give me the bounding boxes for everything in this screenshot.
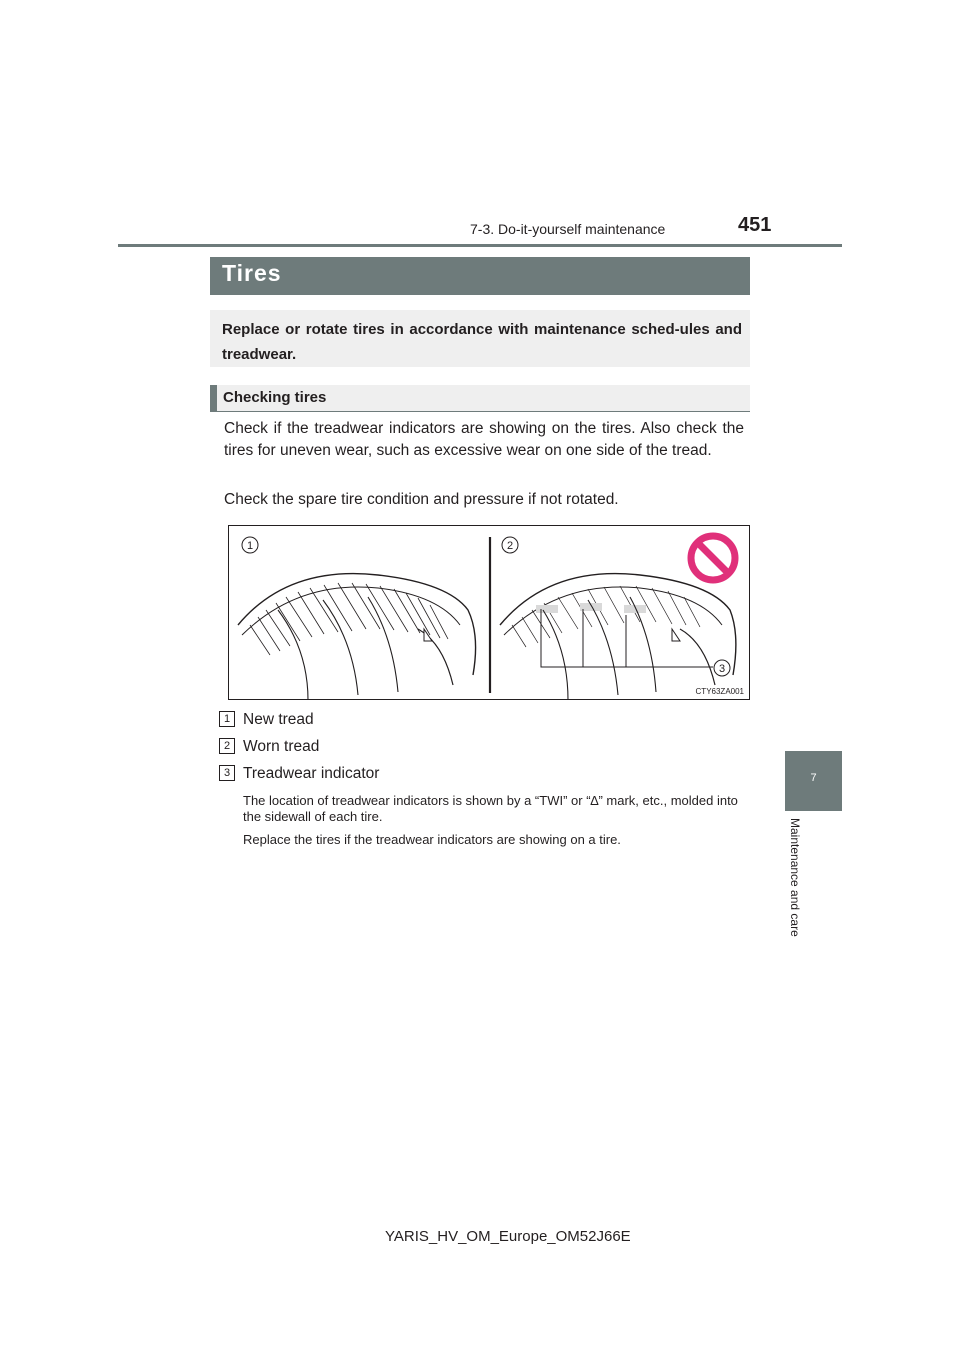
legend-badge-2: 2 [219,738,235,754]
body-paragraph: Check if the treadwear indicators are showing on the tires. Also check the tires for uneven wear, such as excessive wear on one side of the tread. [224,420,744,459]
body-paragraph: Check the spare tire condition and pressure if not rotated. [224,491,619,508]
summary-text: Replace or rotate tires in accordance with maintenance sched-ules and treadwear. [222,321,742,363]
svg-text:2: 2 [506,540,514,552]
legend-label-new-tread: New tread [243,711,314,728]
subheading: Checking tires [223,389,327,406]
page-number: 451 [738,214,772,236]
svg-text:1: 1 [246,540,254,552]
chapter-title [786,818,806,968]
document-code: YARIS_HV_OM_Europe_OM52J66E [385,1228,631,1245]
callout-2 [502,537,518,553]
note-indicator-location: The location of treadwear indicators is shown by a “TWI” or “∆” mark, etc., molded into the sidewall of each tire. [243,793,738,824]
callout-1 [242,537,258,553]
chapter-title-text: Maintenance and care [788,818,802,937]
header-rule [118,244,842,247]
legend-badge-3: 3 [219,765,235,781]
tire-tread-figure [228,525,750,700]
legend-label-worn-tread: Worn tread [243,738,320,755]
callout-3 [714,660,730,676]
subheading-marker [210,385,217,412]
legend-label-treadwear-indicator: Treadwear indicator [243,765,380,782]
legend-badge-1: 1 [219,711,235,727]
svg-text:3: 3 [718,663,726,675]
chapter-number: 7 [810,772,817,784]
section-breadcrumb: 7-3. Do-it-yourself maintenance [470,221,666,237]
title-bar [210,257,750,295]
figure-code: CTY63ZA001 [695,687,744,696]
note-replace-tires: Replace the tires if the treadwear indicators are showing on a tire. [243,832,621,847]
page-title: Tires [222,260,282,286]
